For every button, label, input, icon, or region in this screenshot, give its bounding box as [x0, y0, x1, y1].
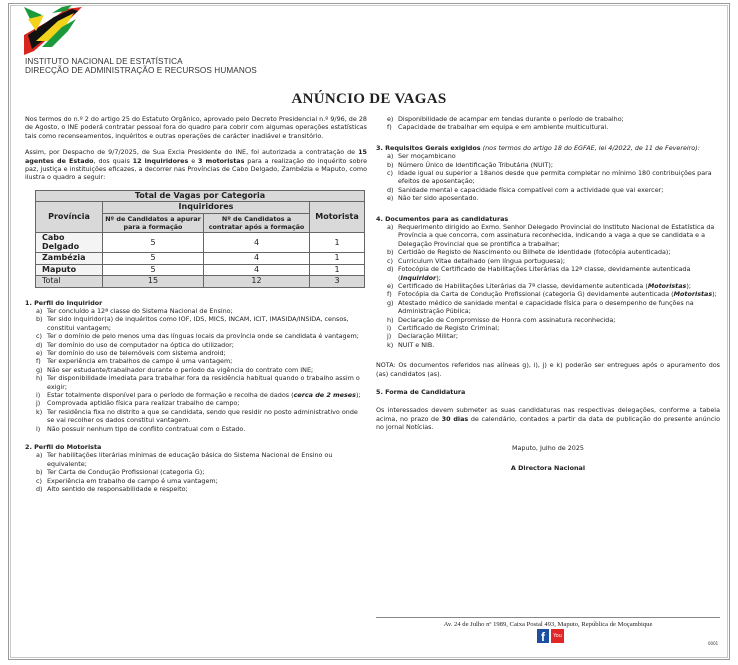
intro-paragraph-1: Nos termos do n.º 2 do artigo 25 do Estatuto Orgânico, aprovado pelo Decreto Presidencial n.º 9/96, de 28 de Agosto, o INE poderá contratar pessoal fora do quadro para cobrir com algumas operações estatísticas tais como recenseamentos, inquéritos e outras operações de carácter inadiável e transitório.: [25, 115, 367, 140]
header-provincia: Província: [36, 202, 103, 233]
section-1-title: 1. Perfil do Inquiridor: [25, 298, 103, 307]
right-column: [376, 115, 720, 472]
list-item: e) Não ter sido aposentado.: [387, 194, 479, 203]
list-item: h) Declaração de Compromisso de Honra com assinatura reconhecida;: [387, 315, 616, 324]
list-item: b) Ter Carta de Condução Profissional (categoria G);: [36, 468, 205, 477]
list-item: d) Ter domínio do uso de computador na óptica do utilizador;: [36, 340, 234, 349]
list-item: i) Certificado de Registo Criminal;: [387, 323, 500, 332]
left-column: [25, 115, 367, 493]
section-5-title: 5. Forma de Candidatura: [376, 387, 466, 396]
list-item: l) Não possuir nenhum tipo de conflito contratual com o Estado.: [36, 424, 246, 433]
list-item: i) Estar totalmente disponível para o período de formação e recolha de dados (cerca de 2 meses);: [36, 390, 361, 399]
table-row: Cabo Delgado 5 4 1: [36, 233, 365, 253]
table-row: Zambézia 5 4 1: [36, 253, 365, 264]
section-3-list: [376, 152, 720, 202]
page-title: ANÚNCIO DE VAGAS: [291, 91, 447, 107]
table-caption: Total de Vagas por Categoria: [36, 190, 365, 201]
list-item: b) Certidão de Registo de Nascimento ou Bilhete de Identidade (fotocópia autenticada);: [387, 248, 671, 257]
intro-paragraph-2: Assim, por Despacho de 9/7/2025, de Sua Excia Presidente do INE, foi autorizada a contratação de 15 agentes de Estado, dos quais 12 inquiridores e 3 motoristas para a realização do inquérito sobre paz, justiça e instituições eficazes, a decorrer nas Províncias de Cabo Delgado, Zambézia e Maputo, como ilustra o quadro a seguir:: [25, 148, 367, 182]
section-1-list: [25, 307, 367, 433]
header-motorista: Motorista: [310, 202, 365, 233]
section-2-title: 2. Perfil do Motorista: [25, 443, 102, 451]
list-item: a) Ser moçambicano: [387, 152, 456, 161]
documents-note: NOTA: Os documentos referidos nas alíneas g), i), j) e k) poderão ser entregues após o apuramento dos (as) candidatos (as).: [376, 361, 720, 378]
header-apurar: Nº de Candidatos a apurar para a formação: [103, 213, 204, 233]
list-item: c) Ter o domínio de pelo menos uma das línguas locais da província onde se candidata é vantagem;: [36, 332, 359, 341]
section-2-list-continued: [376, 115, 720, 132]
list-item: b) Ter sido inquiridor(a) de inquéritos como IOF, IDS, MICS, INCAM, ICIT, IMASIDA/INSIDA, censos, constitui vantagem;: [36, 315, 349, 332]
list-item: j) Comprovada aptidão física para realizar trabalho de campo;: [36, 399, 240, 408]
list-item: f) Capacidade de trabalhar em equipa e em ambiente multicultural.: [387, 123, 609, 132]
signature-title: A Directora Nacional: [510, 464, 586, 472]
list-item: e) Ter domínio do uso de telemóveis com sistema android;: [36, 348, 226, 357]
table-total-row: Total 15 12 3: [36, 276, 365, 287]
list-item: c) Experiência em trabalho de campo é uma vantagem;: [36, 476, 218, 485]
list-item: d) Sanidade mental e capacidade física compatível com a actividade que vai exercer;: [387, 185, 664, 194]
youtube-icon[interactable]: You: [551, 629, 564, 643]
org-directorate: DIRECÇÃO DE ADMINISTRAÇÃO E RECURSOS HUMANOS: [25, 66, 257, 75]
header-inquiridores: Inquiridores: [103, 202, 310, 213]
section-4-title: 4. Documentos para as candidaturas: [376, 214, 509, 223]
list-item: g) Atestado médico de sanidade mental e capacidade física para o desempenho de funções na Administração Pública;: [387, 298, 694, 316]
list-item: h) Ter disponibilidade imediata para trabalhar fora da residência habitual quando o trabalho assim o exigir;: [36, 374, 360, 391]
list-item: d) Fotocópia de Certificado de Habilitações Literárias da 12ª classe, devidamente autenticada (Inquiridor);: [387, 265, 691, 282]
list-item: e) Disponibilidade de acampar em tendas durante o período de trabalho;: [387, 115, 624, 123]
list-item: d) Alto sentido de responsabilidade e respeito;: [36, 485, 188, 494]
list-item: g) Não ser estudante/trabalhador durante o período da vigência do contrato com INE;: [36, 365, 314, 374]
list-item: a) Requerimento dirigido ao Exmo. Senhor Delegado Provincial do Instituto Nacional de Estatística da Província a que concorra, com assinatura reconhecida, indicando a vaga a que se candidata e a Delegação Provincial que se prontifica a trabalhar;: [387, 223, 715, 248]
section-5-paragraph: Os interessados devem submeter as suas candidaturas nas respectivas delegações, conforme a tabela acima, no prazo de 30 dias de calendário, contados a partir da data de publicação do presente anúncio no jornal Notícias.: [376, 406, 720, 432]
ine-logo: [22, 5, 92, 57]
list-item: f) Fotocópia da Carta de Condução Profissional (categoria G) devidamente autenticada (Motoristas);: [387, 290, 717, 299]
list-item: f) Ter experiência em trabalhos de campo é uma vantagem;: [36, 357, 233, 366]
list-item: k) NUIT e NIB.: [387, 340, 435, 349]
list-item: k) Ter residência fixa no distrito a que se candidata, sendo que residir no posto administrativo onde se vai recolher os dados constitui vantagem.: [36, 407, 358, 425]
facebook-icon[interactable]: f: [537, 629, 549, 643]
footer-address: Av. 24 de Julho nº 1989, Caixa Postal 493, Maputo, República de Moçambique: [376, 617, 720, 628]
list-item: j) Declaração Militar;: [387, 332, 459, 341]
page-code: 0001: [708, 641, 719, 646]
header-contratar: Nº de Candidatos a contratar após a formação: [204, 213, 310, 233]
list-item: e) Certificado de Habilitações Literárias da 7ª classe, devidamente autenticada (Motoristas);: [387, 281, 692, 290]
place-date: Maputo, Julho de 2025: [511, 443, 584, 452]
section-2-list: [25, 451, 367, 493]
section-3-title: 3. Requisitos Gerais exigidos (nos termos do artigo 18 do EGFAE, lei 4/2022, de 11 de Fevereiro):: [376, 143, 700, 152]
list-item: a) Ter habilitações literárias mínimas de educação básica do Sistema Nacional de Ensino ou equivalente;: [36, 451, 333, 468]
table-row: Maputo 5 4 1: [36, 264, 365, 275]
list-item: b) Número Único de Identificação Tributária (NUIT);: [387, 160, 554, 169]
list-item: c) Curriculum Vitae detalhado (em língua portuguesa);: [387, 256, 566, 265]
list-item: a) Ter concluído a 12ª classe do Sistema Nacional de Ensino;: [36, 306, 233, 315]
list-item: c) Idade igual ou superior a 18anos desde que permita completar no mínimo 180 contribuições para efeitos de aposentação;: [387, 169, 712, 186]
section-4-list: [376, 223, 720, 349]
vacancies-table: [35, 190, 365, 288]
org-name: INSTITUTO NACIONAL DE ESTATÍSTICA: [25, 57, 183, 66]
